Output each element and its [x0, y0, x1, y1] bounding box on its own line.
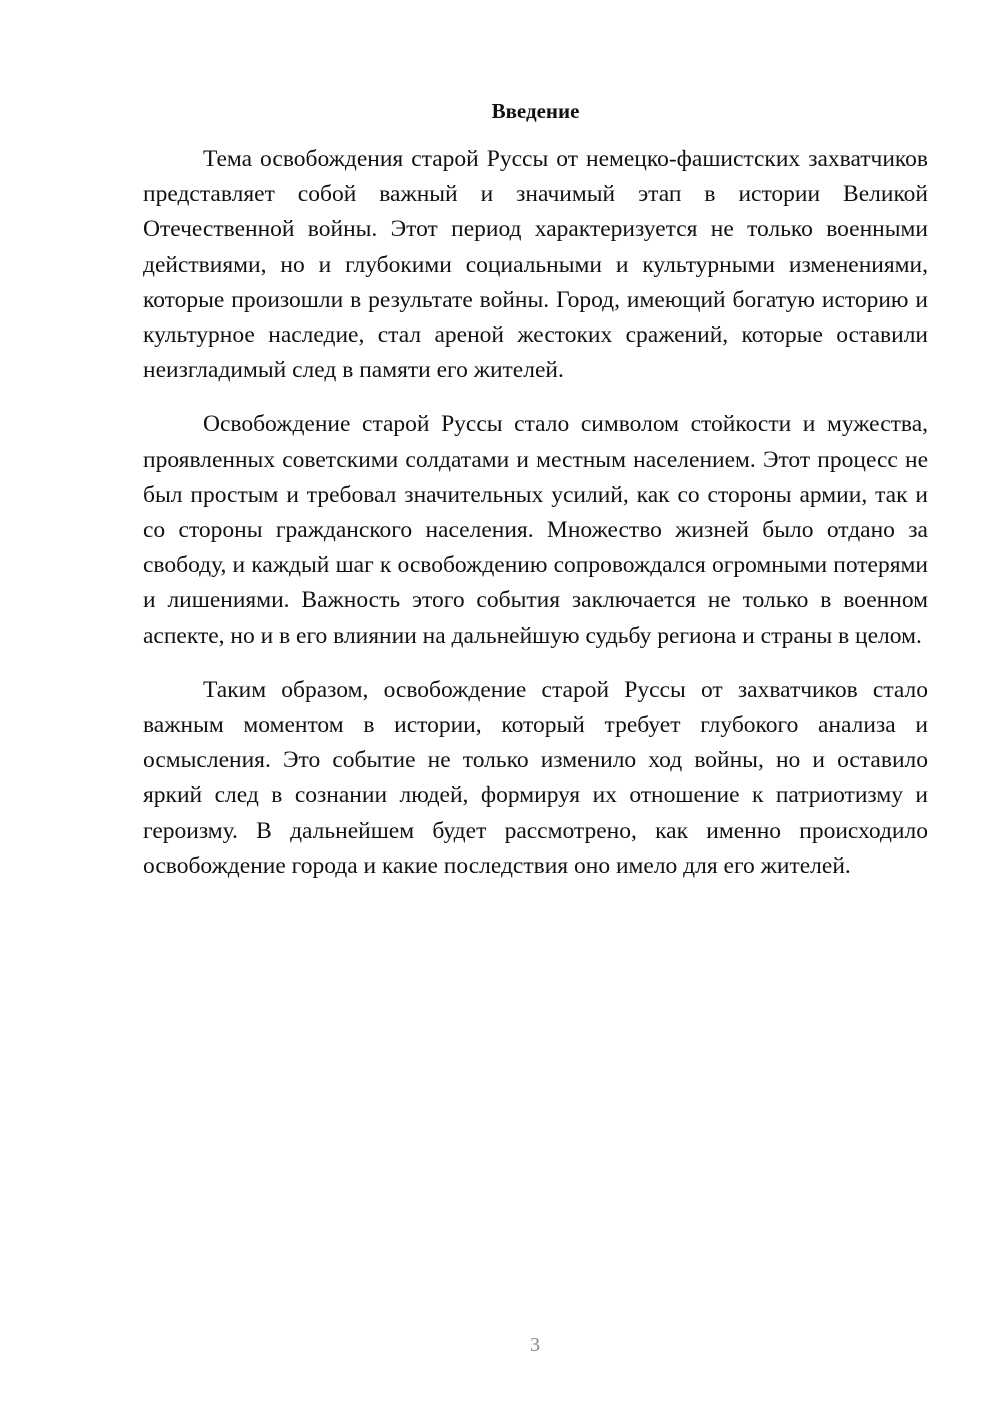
- section-title: Введение: [491, 99, 580, 123]
- paragraph-1: Тема освобождения старой Руссы от немецко-фашистских захватчиков представляет собой важный и значимый этап в истории Великой Отечественной войны. Этот период характеризуется не только военными действиями, но и глубокими социальными и культурными изменениями, которые произошли в результате войны. Город, имеющий богатую историю и культурное наследие, стал ареной жестоких сражений, которые оставили неизгладимый след в памяти его жителей.: [143, 146, 928, 384]
- paragraph-3: Таким образом, освобождение старой Руссы от захватчиков стало важным моментом в истории, который требует глубокого анализа и осмысления. Это событие не только изменило ход войны, но и оставило яркий след в сознании людей, формируя их отношение к патриотизму и героизму. В дальнейшем будет рассмотрено, как именно происходило освобождение города и какие последствия оно имело для его жителей.: [143, 676, 928, 879]
- paragraph-2: Освобождение старой Руссы стало символом стойкости и мужества, проявленных советскими солдатами и местным населением. Этот процесс не был простым и требовал значительных усилий, как со стороны армии, так и со стороны гражданского населения. Множество жизней было отдано за свободу, и каждый шаг к освобождению сопровождался огромными потерями и лишениями. Важность этого события заключается не только в военном аспекте, но и в его влиянии на дальнейшую судьбу региона и страны в целом.: [143, 411, 928, 649]
- page-number: 3: [530, 1334, 540, 1356]
- body-text: [143, 142, 928, 903]
